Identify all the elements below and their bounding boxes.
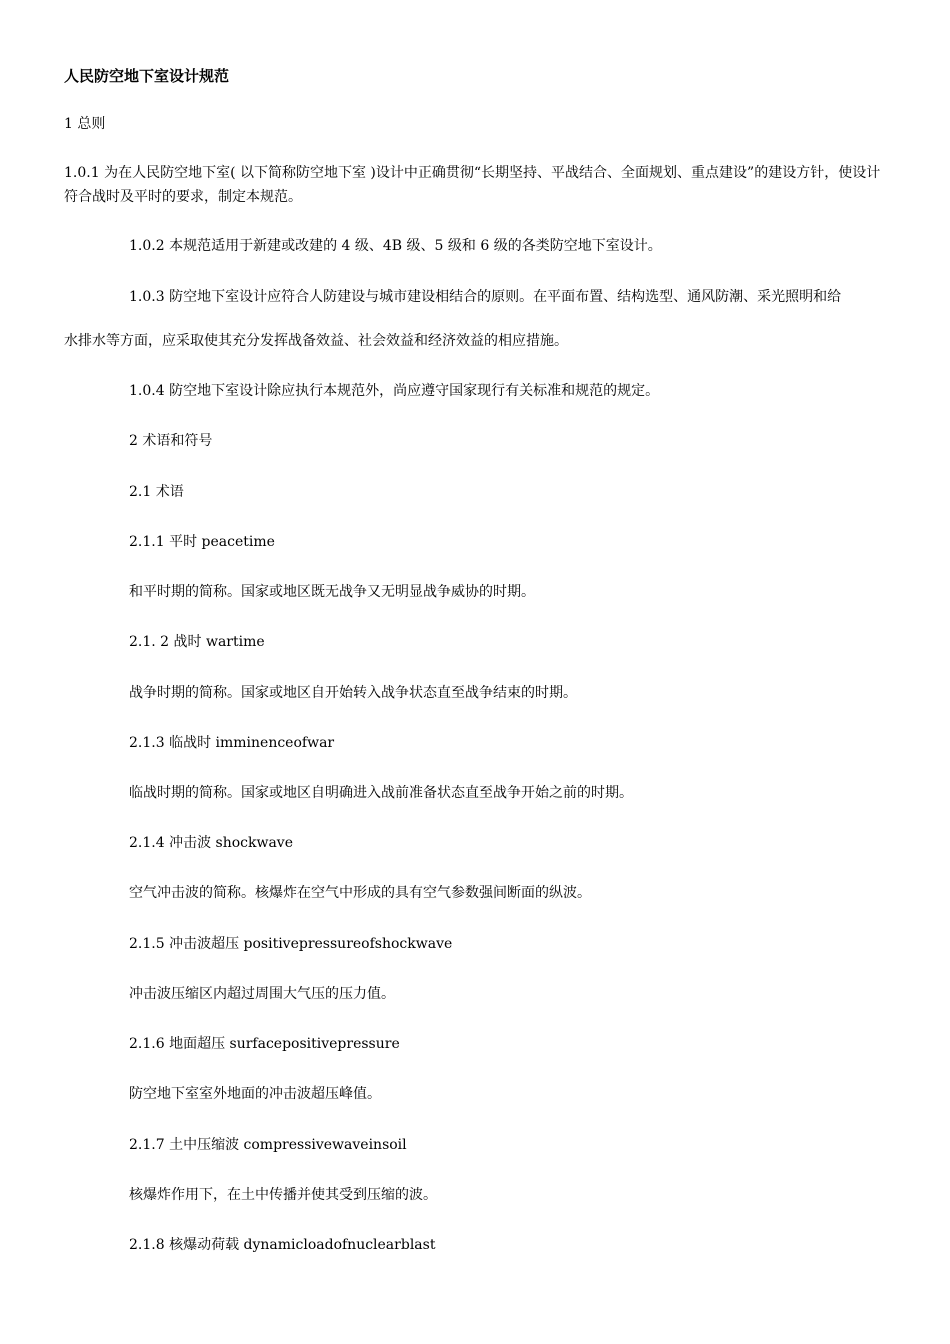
- paragraph: 1.0.3 防空地下室设计应符合人防建设与城市建设相结合的原则。在平面布置、结构选型、通风防潮、采光照明和给: [129, 289, 842, 305]
- subsection-heading: 2.1 术语: [129, 484, 184, 500]
- term-heading: 2.1.1 平时 peacetime: [129, 534, 275, 550]
- term-heading: 2.1.7 土中压缩波 compressivewaveinsoil: [129, 1137, 407, 1153]
- paragraph: 1.0.2 本规范适用于新建或改建的 4 级、4B 级、5 级和 6 级的各类防空地下室设计。: [129, 238, 662, 254]
- term-heading: 2.1.5 冲击波超压 positivepressureofshockwave: [129, 936, 453, 952]
- term-heading: 2.1.3 临战时 imminenceofwar: [129, 735, 335, 751]
- paragraph: 1.0.1 为在人民防空地下室( 以下简称防空地下室 )设计中正确贯彻“长期坚持、平战结合、全面规划、重点建设”的建设方针，使设计符合战时及平时的要求，制定本规范。: [64, 165, 881, 205]
- section-heading: 1 总则: [64, 116, 106, 132]
- term-heading: 2.1.6 地面超压 surfacepositivepressure: [129, 1036, 400, 1052]
- section-heading: 2 术语和符号: [129, 433, 213, 449]
- term-heading: 2.1.8 核爆动荷载 dynamicloadofnuclearblast: [129, 1237, 436, 1253]
- paragraph-continuation: 水排水等方面，应采取使其充分发挥战备效益、社会效益和经济效益的相应措施。: [64, 333, 568, 349]
- term-heading: 2.1. 2 战时 wartime: [129, 634, 265, 650]
- term-definition: 核爆炸作用下，在土中传播并使其受到压缩的波。: [129, 1187, 437, 1203]
- term-definition: 战争时期的简称。国家或地区自开始转入战争状态直至战争结束的时期。: [129, 685, 577, 701]
- term-definition: 冲击波压缩区内超过周围大气压的压力值。: [129, 986, 395, 1002]
- term-definition: 空气冲击波的简称。核爆炸在空气中形成的具有空气参数强间断面的纵波。: [129, 885, 591, 901]
- term-definition: 临战时期的简称。国家或地区自明确进入战前准备状态直至战争开始之前的时期。: [129, 785, 633, 801]
- term-definition: 防空地下室室外地面的冲击波超压峰值。: [129, 1086, 381, 1102]
- document-title: 人民防空地下室设计规范: [64, 67, 230, 85]
- term-heading: 2.1.4 冲击波 shockwave: [129, 835, 294, 851]
- term-definition: 和平时期的简称。国家或地区既无战争又无明显战争威协的时期。: [129, 584, 535, 600]
- paragraph: 1.0.4 防空地下室设计除应执行本规范外，尚应遵守国家现行有关标准和规范的规定。: [129, 383, 660, 399]
